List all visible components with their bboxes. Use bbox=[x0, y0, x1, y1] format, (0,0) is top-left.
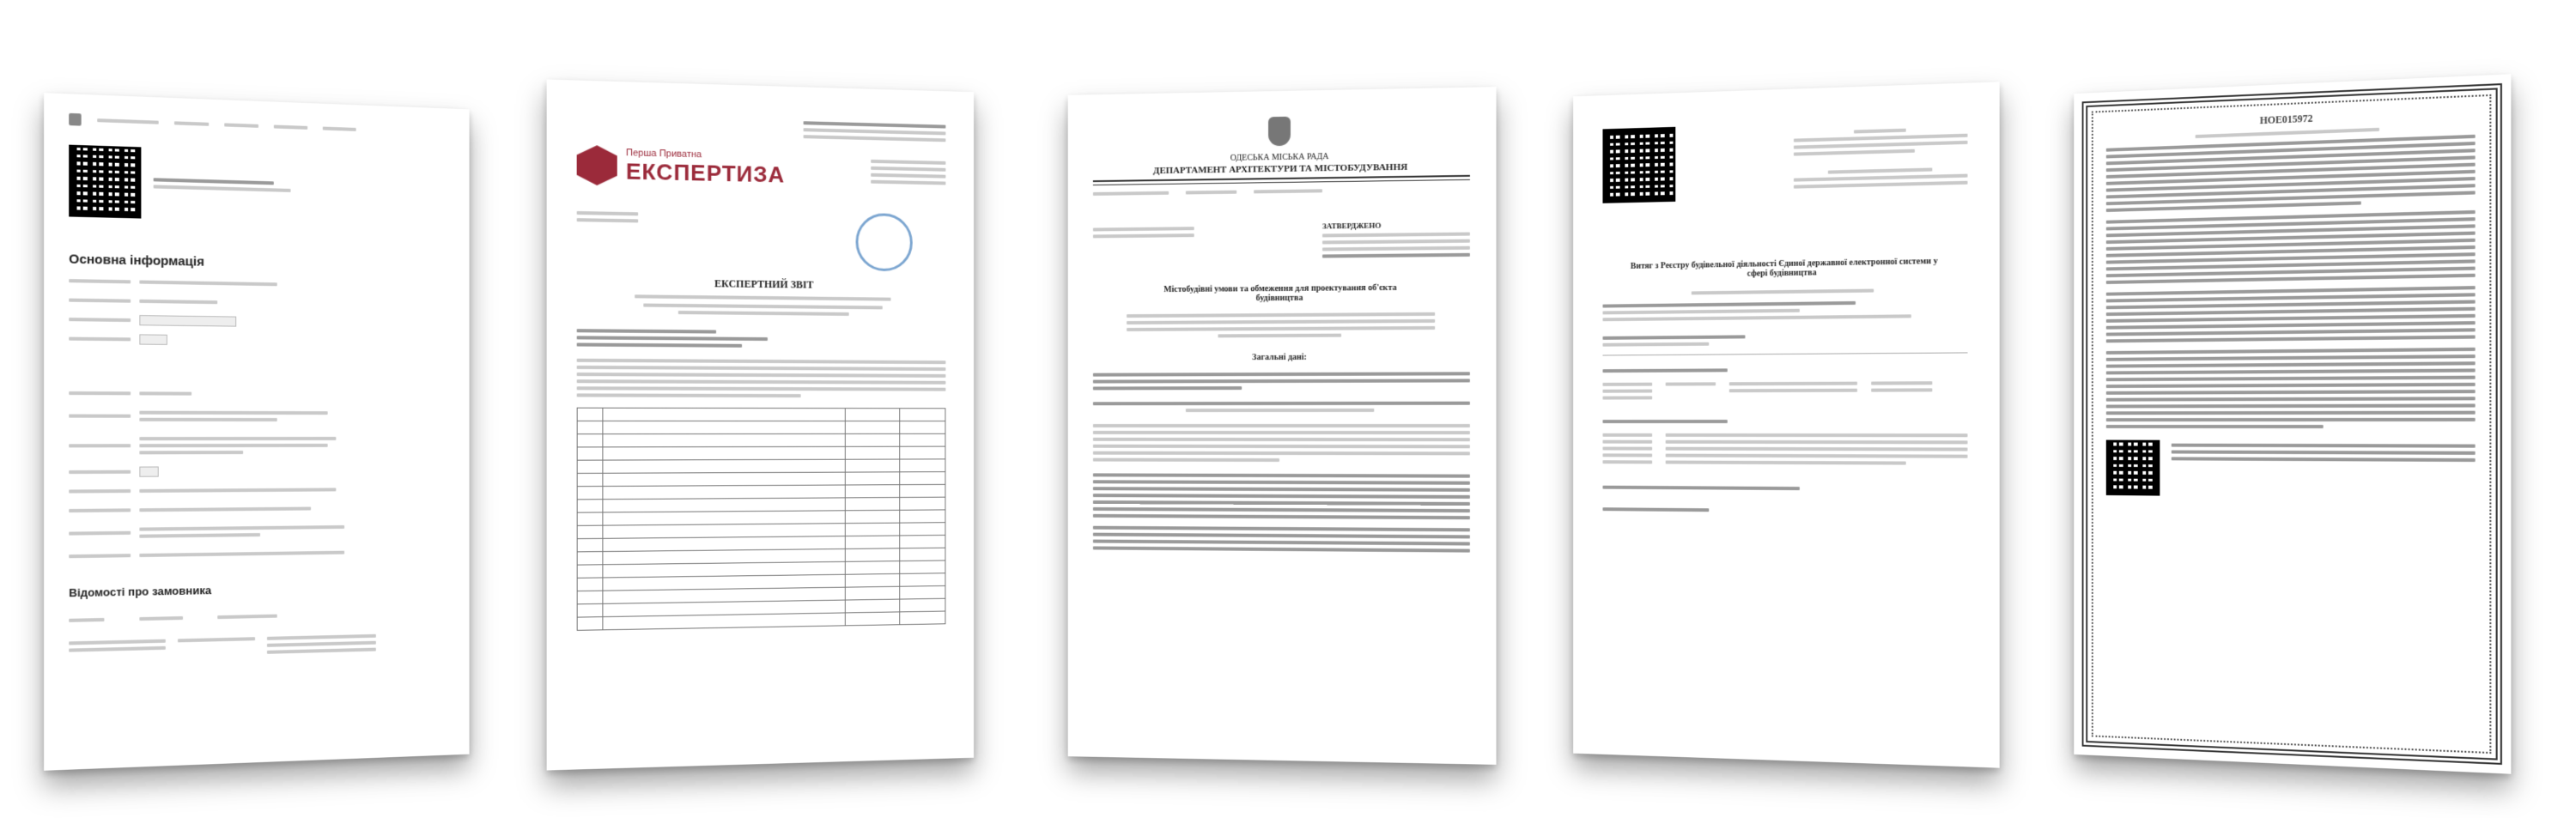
section-main-info: Основна інформація bbox=[69, 251, 204, 270]
brand-main: ЕКСПЕРТИЗА bbox=[625, 157, 786, 188]
doc3-heading: Містобудівні умови та обмеження для проектування об'єкта будівництва bbox=[1163, 282, 1397, 304]
document-1 bbox=[44, 93, 469, 771]
doc4-heading: Витяг з Реєстру будівельної діяльності Єдиної державної електронної системи у сфері будівництва bbox=[1630, 256, 1938, 279]
qr-code-icon bbox=[1602, 127, 1675, 203]
report-title: ЕКСПЕРТНИЙ ЗВІТ bbox=[714, 277, 814, 291]
general-data-label: Загальні дані: bbox=[1252, 352, 1307, 363]
expertise-logo-icon bbox=[577, 145, 617, 186]
coat-of-arms-icon bbox=[1268, 117, 1291, 146]
council-name: ОДЕСЬКА МІСЬКА РАДА bbox=[1230, 152, 1329, 163]
parameters-table bbox=[577, 408, 946, 631]
document-4 bbox=[1573, 82, 2000, 767]
section-customer-info: Відомості про замовника bbox=[69, 584, 212, 600]
qr-code-icon bbox=[69, 145, 141, 219]
document-2 bbox=[547, 79, 974, 770]
document-5 bbox=[2074, 74, 2511, 773]
approved-label: ЗАТВЕРДЖЕНО bbox=[1322, 221, 1382, 231]
round-stamp-icon bbox=[856, 213, 913, 271]
department-name: ДЕПАРТАМЕНТ АРХІТЕКТУРИ ТА МІСТОБУДУВАННЯ bbox=[1153, 161, 1408, 177]
coat-of-arms-icon bbox=[69, 113, 81, 126]
document-3 bbox=[1068, 87, 1497, 765]
brand-top: Перша Приватна bbox=[625, 147, 702, 160]
serial-number: НОЕ015972 bbox=[2259, 112, 2313, 127]
qr-code-icon bbox=[2106, 440, 2160, 496]
